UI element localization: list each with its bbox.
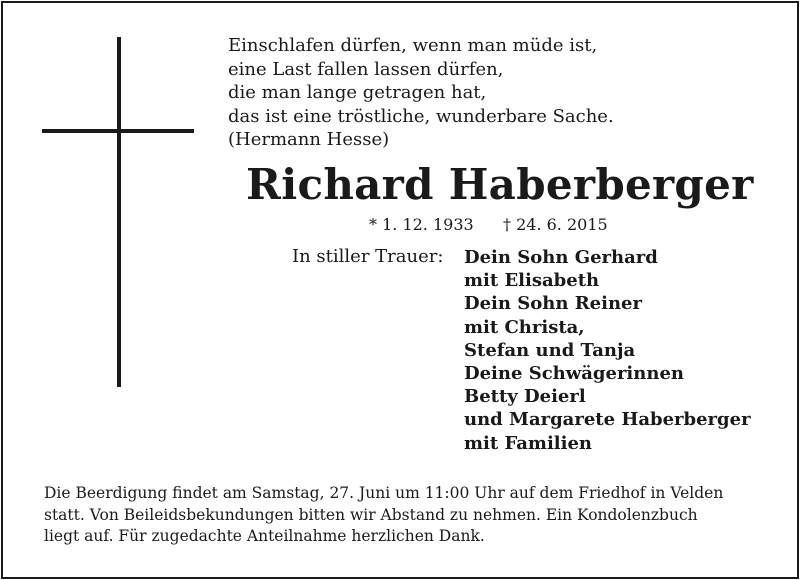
death-date: † 24. 6. 2015 xyxy=(503,215,608,234)
notice-line: statt. Von Beileidsbekundungen bitten wir Abstand zu nehmen. Ein Kondolenzbuch xyxy=(44,505,698,524)
notice-line: liegt auf. Für zugedachte Anteilnahme herzlichen Dank. xyxy=(44,527,485,545)
mourner-line: Dein Sohn Gerhard xyxy=(464,247,658,268)
poem-line: die man lange getragen hat, xyxy=(228,82,487,103)
notice-line: Die Beerdigung findet am Samstag, 27. Juni um 11:00 Uhr auf dem Friedhof in Velden xyxy=(44,484,724,502)
mourner-line: mit Elisabeth xyxy=(464,270,600,292)
mourners-list xyxy=(464,246,751,455)
poem-line: Einschlafen dürfen, wenn man müde ist, xyxy=(228,35,598,56)
mourner-line: Betty Deierl xyxy=(464,386,586,408)
cross-vertical-bar xyxy=(117,37,121,387)
mourner-line: mit Christa, xyxy=(464,316,585,338)
poem-quote xyxy=(228,34,614,152)
funeral-notice xyxy=(44,483,723,548)
mourner-line: mit Familien xyxy=(464,432,593,454)
poem-line: eine Last fallen lassen dürfen, xyxy=(228,58,504,80)
cross-horizontal-bar xyxy=(42,129,194,133)
mourner-line: Dein Sohn Reiner xyxy=(464,293,642,315)
mourner-line: und Margarete Haberberger xyxy=(464,409,751,431)
poem-author: (Hermann Hesse) xyxy=(228,129,390,150)
mourning-label: In stiller Trauer: xyxy=(292,246,444,267)
mourner-line: Stefan und Tanja xyxy=(464,339,636,361)
poem-line: das ist eine tröstliche, wunderbare Sache. xyxy=(228,105,614,127)
birth-date: * 1. 12. 1933 xyxy=(369,215,474,234)
deceased-name: Richard Haberberger xyxy=(246,160,754,209)
mourner-line: Deine Schwägerinnen xyxy=(464,363,684,385)
